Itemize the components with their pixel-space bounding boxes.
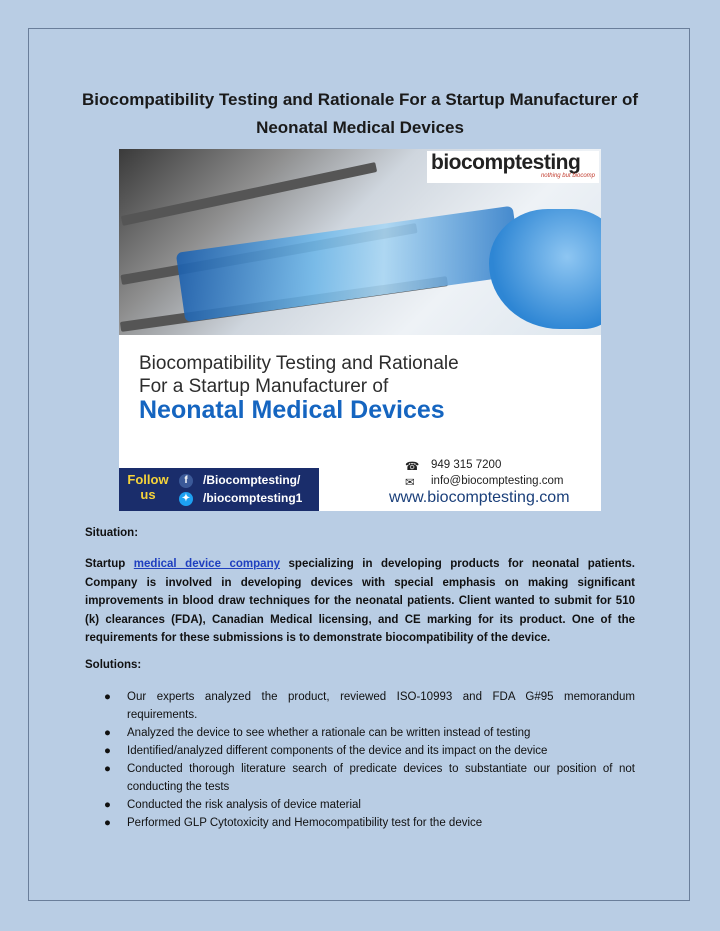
title-line-1: Biocompatibility Testing and Rationale For a Startup Manufacturer of xyxy=(81,90,638,109)
list-item-text: Analyzed the device to see whether a rationale can be written instead of testing xyxy=(127,727,531,739)
blue-glove xyxy=(489,209,601,329)
list-item xyxy=(85,796,635,814)
list-item xyxy=(85,724,635,742)
banner-heading-line-2: For a Startup Manufacturer of xyxy=(139,376,389,397)
situation-text: specializing in developing products for neonatal patients. Company is involved in developing devices with special emphasis on making significant improvements in blood draw techniques for the neonatal patients. Client wanted to submit for 510 (k) clearances (FDA), Canadian Medical licensing, and CE marking for its product. One of the requirements for these submissions is to demonstrate biocompatibility of the device. xyxy=(85,558,635,644)
bullet-icon: ● xyxy=(104,691,111,703)
facebook-icon: f xyxy=(179,474,193,488)
situation-paragraph xyxy=(85,555,635,648)
follow-bar xyxy=(119,468,319,511)
list-item-text: Identified/analyzed different components of the device and its impact on the device xyxy=(127,745,548,757)
email-address: info@biocomptesting.com xyxy=(431,475,564,487)
banner-heading-line-1: Biocompatibility Testing and Rationale xyxy=(139,353,459,374)
solutions-list xyxy=(85,688,635,832)
logo-text: biocomptesting xyxy=(431,151,581,174)
logo-tagline: nothing but biocomp xyxy=(540,173,595,179)
document-title xyxy=(0,86,720,142)
facebook-handle: /Biocomptesting/ xyxy=(203,473,301,487)
list-item xyxy=(85,688,635,724)
phone-number: 949 315 7200 xyxy=(431,459,502,471)
twitter-handle: /biocomptesting1 xyxy=(203,491,303,505)
list-item-text: Performed GLP Cytotoxicity and Hemocompatibility test for the device xyxy=(127,817,483,829)
follow-label: Follow us xyxy=(127,472,169,502)
twitter-icon: ✦ xyxy=(179,492,193,506)
sterile-pouch xyxy=(176,206,522,323)
list-item-text: Conducted thorough literature search of predicate devices to substantiate our position of not conducting the tests xyxy=(127,763,635,793)
list-item xyxy=(85,760,635,796)
list-item-text: Conducted the risk analysis of device material xyxy=(127,799,361,811)
title-line-2: Neonatal Medical Devices xyxy=(256,118,464,137)
situation-heading: Situation: xyxy=(85,527,139,539)
solutions-heading: Solutions: xyxy=(85,659,142,671)
bullet-icon: ● xyxy=(104,763,111,775)
email-icon: ✉ xyxy=(405,477,415,489)
tray-shelf xyxy=(121,162,377,226)
list-item-text: Our experts analyzed the product, reviewed ISO-10993 and FDA G#95 memorandum requirements. xyxy=(127,691,635,721)
list-item xyxy=(85,742,635,760)
medical-device-company-link[interactable]: medical device company xyxy=(133,558,280,570)
website-url: www.biocomptesting.com xyxy=(389,489,570,506)
bullet-icon: ● xyxy=(104,745,111,757)
bullet-icon: ● xyxy=(104,799,111,811)
banner-image xyxy=(119,149,601,511)
banner-heading-big: Neonatal Medical Devices xyxy=(139,396,445,424)
banner-photo xyxy=(119,149,601,335)
list-item xyxy=(85,814,635,832)
situation-prefix: Startup xyxy=(85,558,134,570)
company-logo xyxy=(427,151,599,183)
phone-icon: ☎ xyxy=(405,461,420,473)
bullet-icon: ● xyxy=(104,817,111,829)
bullet-icon: ● xyxy=(104,727,111,739)
